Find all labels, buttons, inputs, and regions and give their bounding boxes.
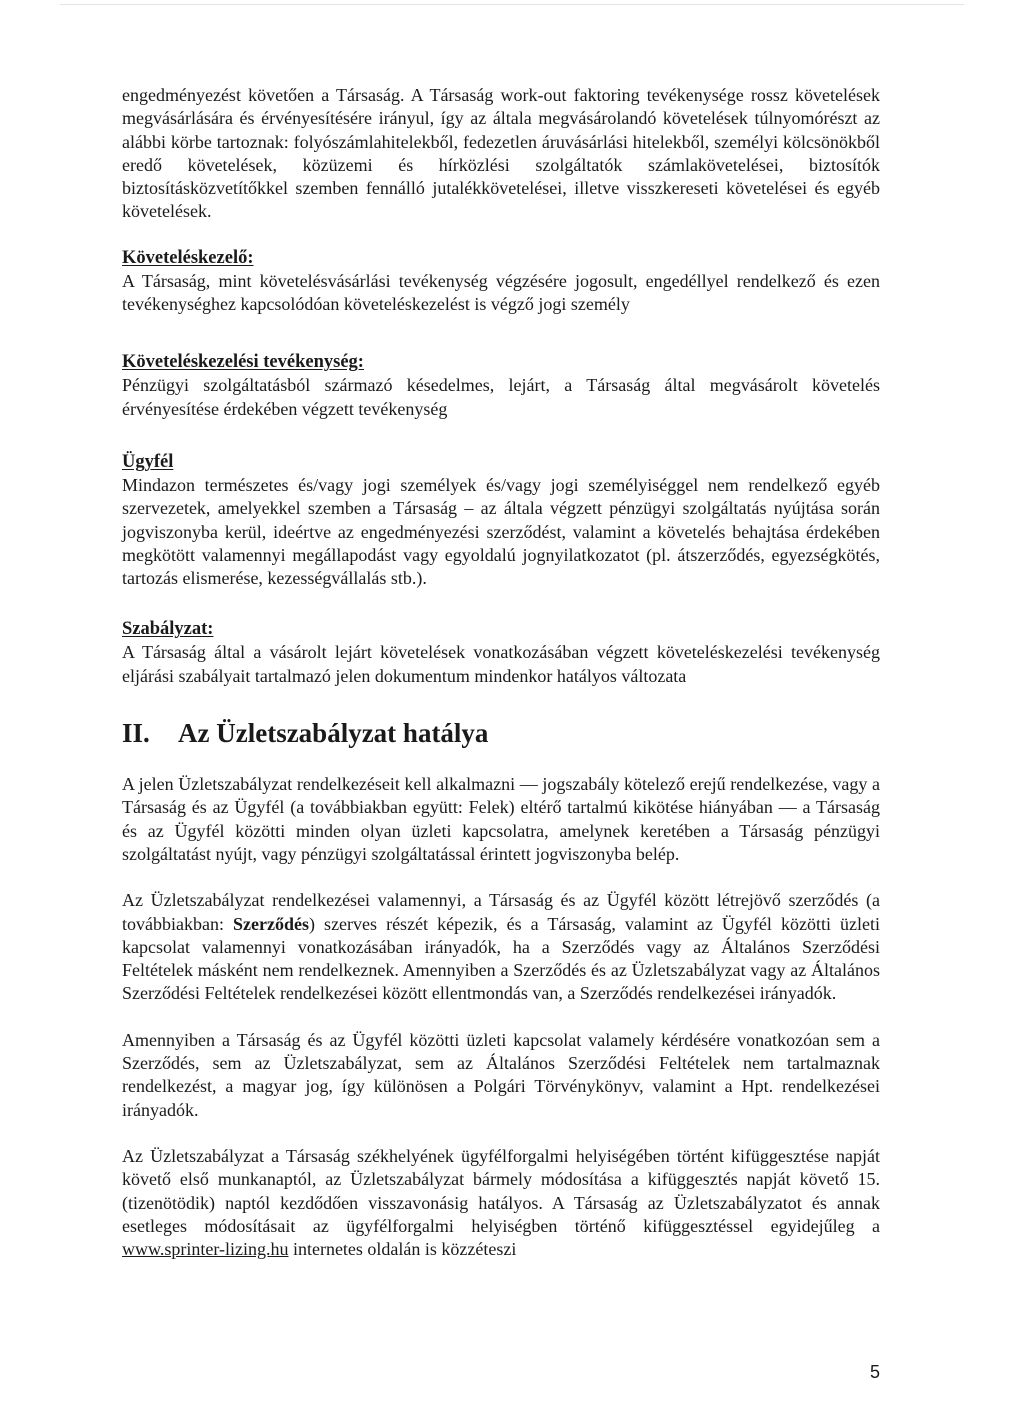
chapter-number: II. — [122, 718, 150, 749]
definition-koveteleskezelo — [122, 246, 880, 317]
definition-szabalyzat — [122, 617, 880, 688]
definition-ugyfel — [122, 450, 880, 590]
paragraph-text: ) szerves részét képezik, és a Társaság, valamint az Ügyfél közötti üzleti kapcsolat valamennyi vonatkozásában irányadók, ha a Szerződés vagy az Általános Szerződési Feltételek másként nem rendelkeznek. Amennyiben a Szerződés és az Üzletszabályzat vagy az Általános Szerződési Feltételek rendelkezései között ellentmondás van, a Szerződés rendelkezései irányadók. — [122, 913, 880, 1004]
scan-edge-line — [60, 4, 964, 5]
paragraph-scope: A jelen Üzletszabályzat rendelkezéseit kell alkalmazni — jogszabály kötelező erejű rendelkezése, vagy a Társaság és az Ügyfél (a továbbiakban együtt: Felek) eltérő tartalmú kikötése hiányában — a Társaság és az Ügyfél közötti minden olyan üzleti kapcsolatra, amelynek keretében a Társaság pénzügyi szolgáltatást nyújt, vagy pénzügyi szolgáltatással érintett jogviszonyba belép. — [122, 774, 880, 864]
paragraph-text: Az Üzletszabályzat a Társaság székhelyének ügyfélforgalmi helyiségében történt kifüggesztése napját követő első munkanaptól, az Üzletszabályzat bármely módosítása a kifüggesztés napját követő 15. (tizenötödik) naptól kezdődően visszavonásig hatályos. A Társaság az Üzletszabályzatot és annak esetleges módosításait az ügyfélforgalmi helyiségben történő kifüggesztéssel egyidejűleg a — [122, 1145, 880, 1236]
definition-text: Pénzügyi szolgáltatásból származó késedelmes, lejárt, a Társaság által megvásárolt követelés érvényesítése érdekében végzett tevékenység — [122, 375, 880, 419]
intro-paragraph: engedményezést követően a Társaság. A Társaság work-out faktoring tevékenysége rossz követelések megvásárlására és érvényesítésére irányul, így az általa megvásárolandó követelések túlnyomórészt az alábbi körbe tartoznak: folyószámlahitelekből, fedezetlen áruvásárlási hitelekből, személyi kölcsönökből eredő követelések, közüzemi és hírközlési szolgáltatók számlakövetelései, biztosítók biztosításközvetítőkkel szemben fennálló jutalékkövetelései, illetve visszkereseti követelései és egyéb követelések. — [122, 85, 880, 222]
definition-term: Követeléskezelő: — [122, 247, 254, 268]
paragraph-contract — [122, 889, 880, 1005]
website-link[interactable]: www.sprinter-lizing.hu — [122, 1239, 289, 1260]
paragraph-governing-law: Amennyiben a Társaság és az Ügyfél közötti üzleti kapcsolat valamely kérdésére vonatkozóan sem a Szerződés, sem az Üzletszabályzat, sem az Általános Szerződési Feltételek nem tartalmaznak rendelkezést, a magyar jog, így különösen a Polgári Törvénykönyv, valamint a Hpt. rendelkezései irányadók. — [122, 1029, 880, 1120]
paragraph-text: internetes oldalán is közzéteszi — [288, 1239, 517, 1260]
definition-term: Követeléskezelési tevékenység: — [122, 352, 364, 373]
chapter-heading — [122, 715, 880, 751]
definition-text: Mindazon természetes és/vagy jogi személyek és/vagy jogi személyiséggel nem rendelkező egyéb szervezetek, amelyekkel szemben a Társaság – az általa végzett pénzügyi szolgáltatás nyújtása során jogviszonyba kerül, ideértve az engedményezési szerződést, valamint a követelés behajtása érdekében megkötött valamennyi megállapodást vagy egyoldalú jognyilatkozatot (pl. átszerződés, egyezségkötés, tartozás elismerése, kezességvállalás stb.). — [122, 474, 880, 589]
definition-koveteleskezelesi-tevekenyseg — [122, 350, 880, 421]
definition-text: A Társaság által a vásárolt lejárt követelések vonatkozásában végzett követeléskezelési tevékenység eljárási szabályait tartalmazó jelen dokumentum mindenkor hatályos változata — [122, 642, 880, 686]
paragraph-text: Az Üzletszabályzat rendelkezései valamennyi, a Társaság és az Ügyfél között létrejövő szerződés (a továbbiakban: — [122, 890, 880, 934]
page-content — [122, 84, 880, 1261]
paragraph-effective-date — [122, 1145, 880, 1261]
definition-term: Ügyfél — [122, 451, 174, 472]
definition-text: A Társaság, mint követelésvásárlási tevékenység végzésére jogosult, engedéllyel rendelkező és ezen tevékenységhez kapcsolódóan követeléskezelést is végző jogi személy — [122, 270, 880, 315]
contract-term-bold: Szerződés — [233, 913, 310, 934]
definition-term: Szabályzat: — [122, 619, 214, 640]
page-number: 5 — [869, 1362, 880, 1382]
chapter-title: Az Üzletszabályzat hatálya — [178, 718, 489, 749]
